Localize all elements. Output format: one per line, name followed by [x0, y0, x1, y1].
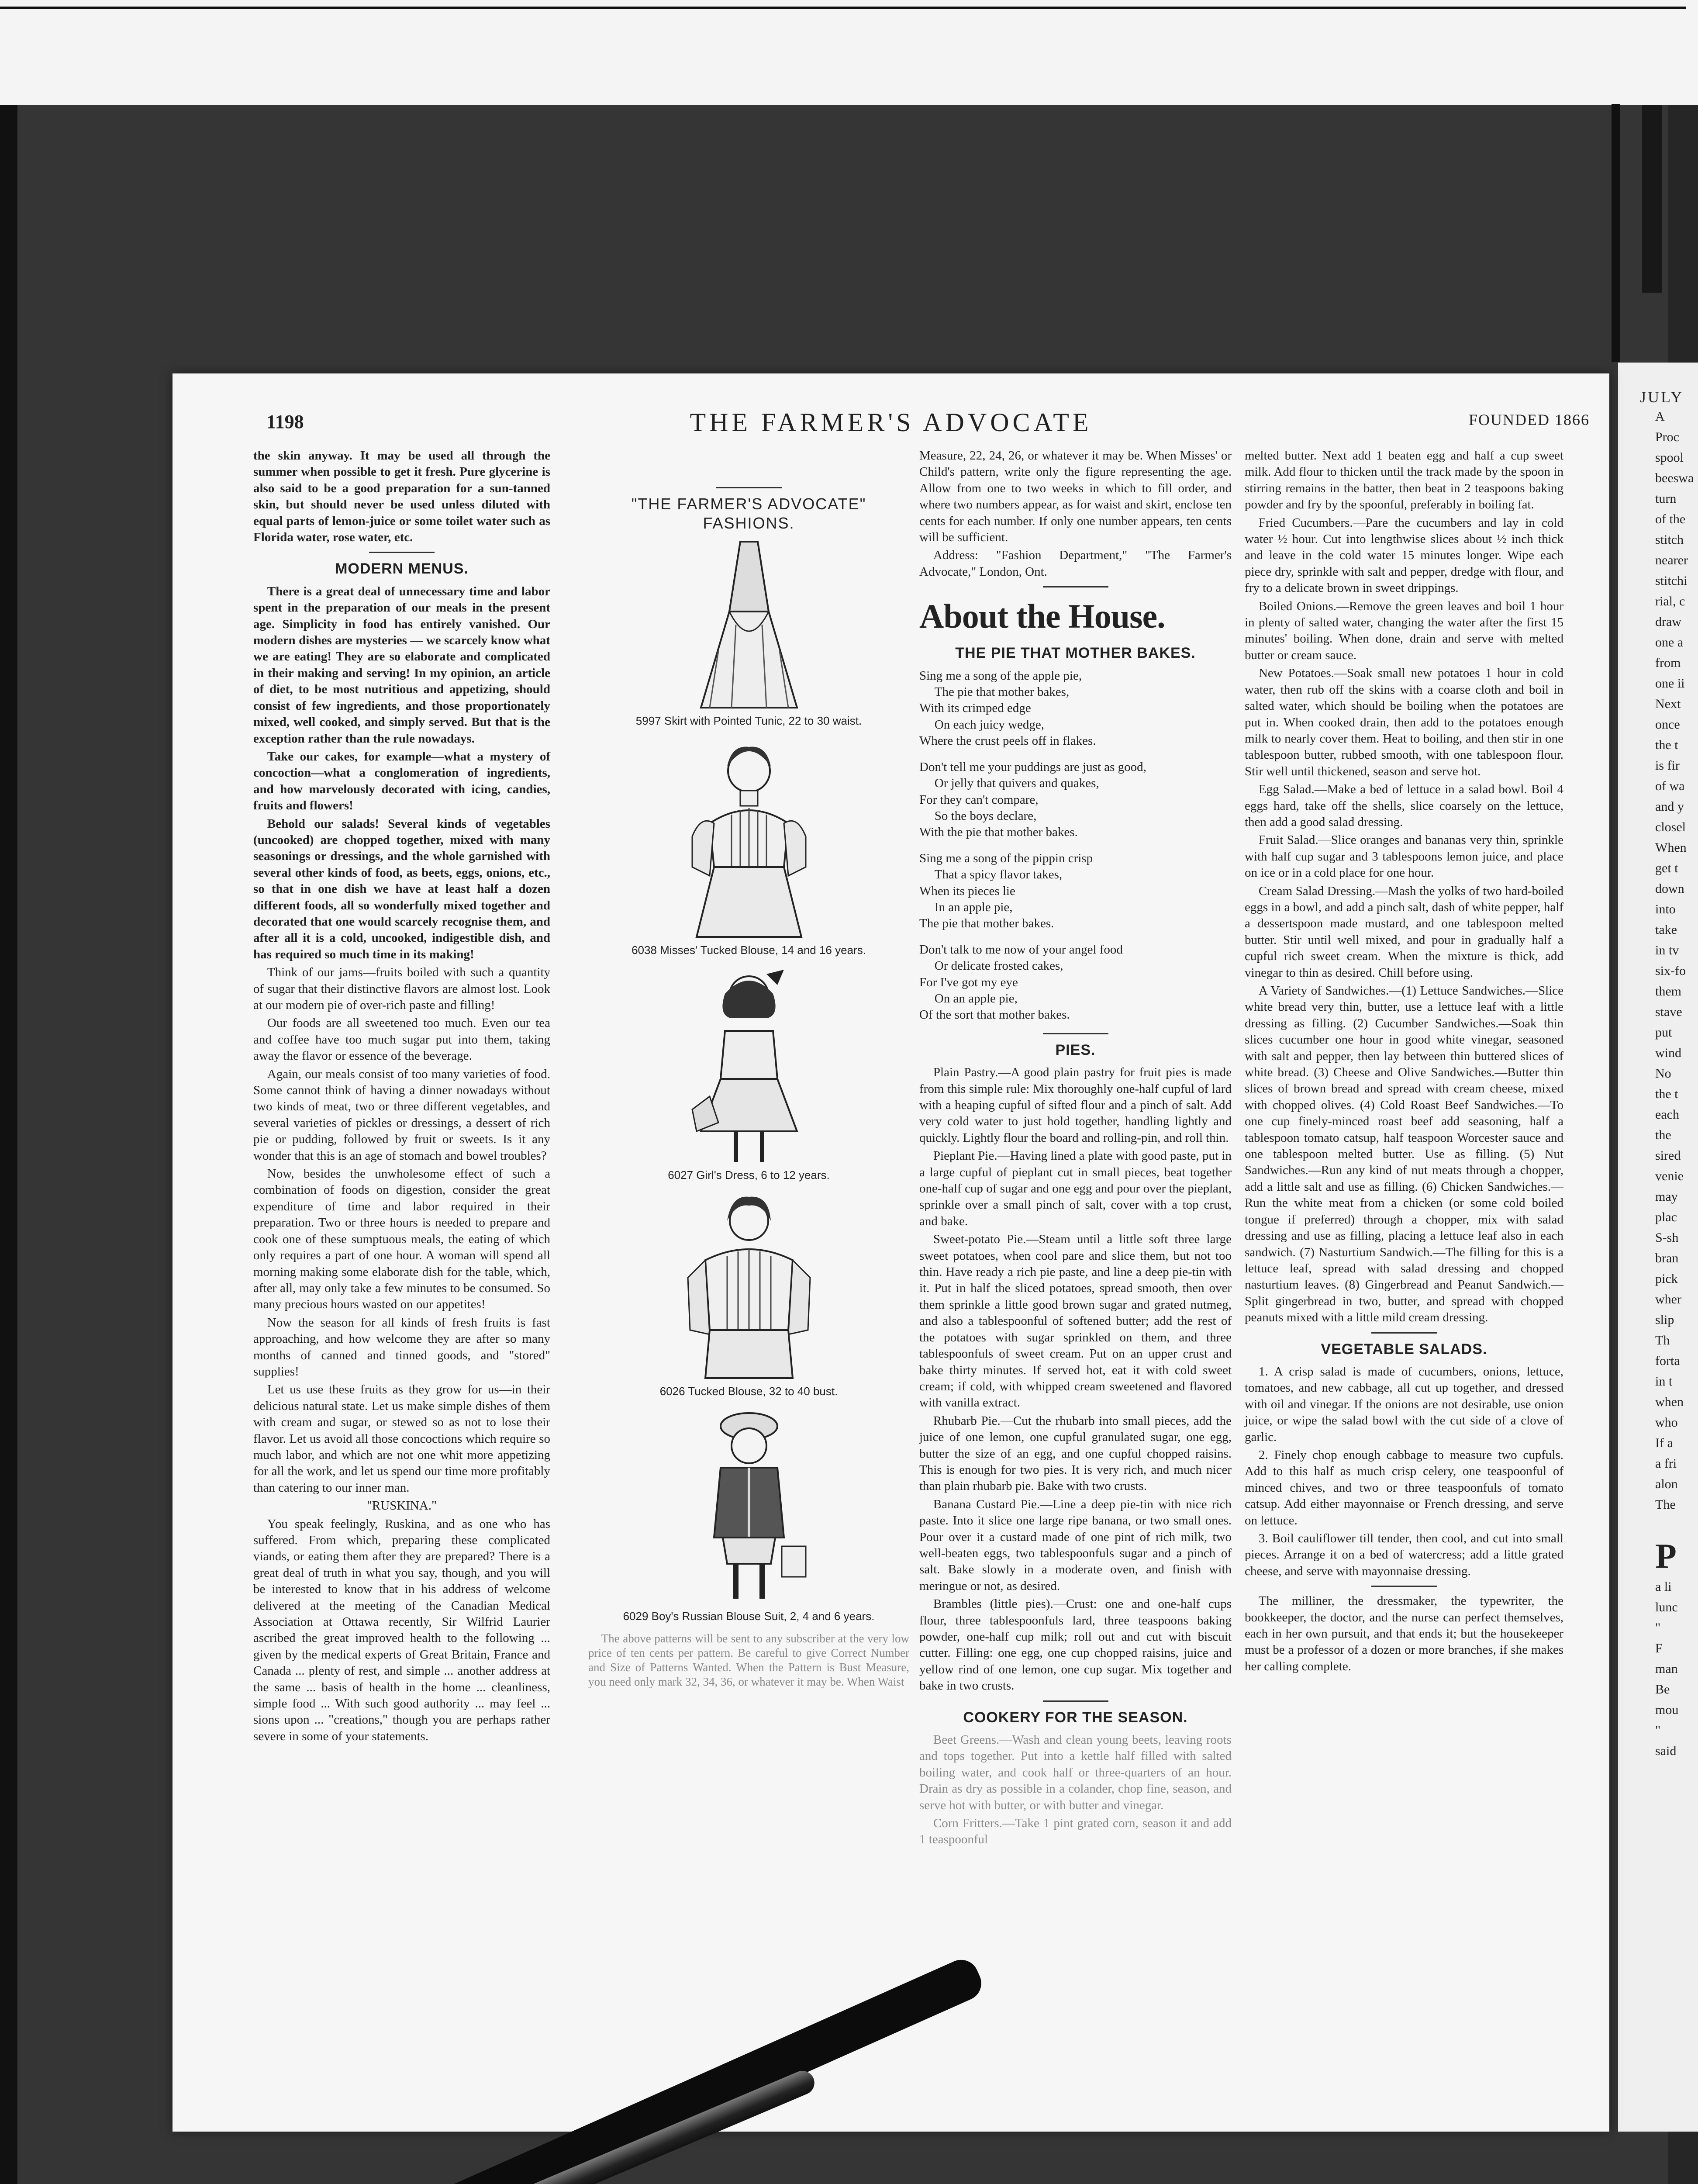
adjacent-page-line: F	[1655, 1641, 1663, 1655]
paragraph: Beet Greens.—Wash and clean young beets, leaving roots and tops together. Put into a kettle half filled with salted boiling water, and cook half or three-quarters of an hour. Drain as dry as possible in a colander, chop fine, season, and serve hot with butter, or with butter and vinegar.	[919, 1733, 1232, 1812]
scan-background-top	[0, 0, 1698, 105]
paragraph: Measure, 22, 24, 26, or whatever it may be. When Misses' or Child's pattern, write only the figure representing the age. Allow from one to two weeks in which to fill order, and where two numbers appear, as for waist and skirt, enclose ten cents for each number. If only one number appears, ten cents will be sufficient.	[919, 449, 1232, 545]
adjacent-page-line: "	[1655, 1621, 1661, 1635]
section-title-vegetable-salads: VEGETABLE SALADS.	[1321, 1341, 1487, 1358]
paragraph: Banana Custard Pie.—Line a deep pie-tin with nice rich paste. Into it slice one large ripe banana, or two small ones. Pour over it a custard made of one pint of rich milk, two well-beaten eggs, two tablespoonfuls sugar and a pinch of salt. Bake slowly in a moderate oven, and finish with meringue or not, as desired.	[919, 1497, 1232, 1593]
adjacent-page-line: Proc	[1655, 430, 1679, 444]
paragraph: Boiled Onions.—Remove the green leaves and boil 1 hour in plenty of salted water, changing the water after the first 15 minutes' boiling. When done, drain and serve with melted butter or cream sauce.	[1245, 599, 1563, 662]
poem-line: For I've got my eye	[919, 975, 1018, 989]
adjacent-page-line: into	[1655, 902, 1676, 916]
section-title-poem: THE PIE THAT MOTHER BAKES.	[955, 645, 1196, 662]
adjacent-page-line: stitch	[1655, 532, 1684, 547]
paragraph: Egg Salad.—Make a bed of lettuce in a salad bowl. Boil 4 eggs hard, take off the shells, slice coarsely on the lettuce, then add a good salad dressing.	[1245, 782, 1563, 829]
paragraph: Now, besides the unwholesome effect of such a combination of foods on digestion, consider the great expenditure of time and labor required in their preparation. Two or three hours is needed to prepare and cook one of these sumptuous meals, the eating of which only requires a part of one hour. A woman will spend all morning making some elaborate dish for the table, which, after all, may only take a few minutes to be consumed. So many precious hours wasted on our appetites!	[253, 1167, 550, 1312]
adjacent-page-line: No	[1655, 1066, 1671, 1081]
poem-stanza	[919, 759, 1232, 841]
adjacent-page-line: alon	[1655, 1477, 1678, 1491]
poem-line: With its crimped edge	[919, 701, 1031, 715]
scan-edge-left	[0, 105, 17, 2184]
adjacent-page-line: sired	[1655, 1148, 1681, 1163]
paragraph: Rhubarb Pie.—Cut the rhubarb into small pieces, add the juice of one lemon, one cupful granulated sugar, one egg, butter the size of an egg, and one cupful chopped raisins. This is enough for two pies. It is very rich, and much nicer than plain rhubarb pie. Bake with two crusts.	[919, 1413, 1232, 1493]
adjacent-page-initial: P	[1655, 1537, 1677, 1576]
adjacent-page-line: and y	[1655, 799, 1684, 814]
adjacent-page-line: in tv	[1655, 943, 1679, 957]
scan-edge-right-dark	[1642, 105, 1662, 293]
adjacent-page-line: take	[1655, 923, 1677, 937]
intro-text	[253, 448, 550, 546]
adjacent-page-line: stave	[1655, 1005, 1682, 1019]
figure-caption: 6029 Boy's Russian Blouse Suit, 2, 4 and 6 years.	[623, 1610, 875, 1623]
paragraph: Take our cakes, for example—what a mystery of concoction—what a conglomeration of ingredients, and how marvelously decorated with icing, candies, fruits and flowers!	[253, 749, 550, 813]
poem-line: Of the sort that mother bakes.	[919, 1008, 1070, 1022]
paragraph: 2. Finely chop enough cabbage to measure two cupfuls. Add to this half as much crisp celery, one teaspoonful of minced chives, and two or three teaspoonfuls of tomato catsup. Add either mayonnaise or French dressing, and serve on lettuce.	[1245, 1448, 1563, 1527]
poem-stanza	[919, 850, 1232, 932]
adjacent-page-line: in t	[1655, 1374, 1673, 1389]
paragraph: Let us use these fruits as they grow for us—in their delicious natural state. Let us make simple dishes of them with cream and sugar, or stewed so as not to lose their flavor. Let us avoid all those concoctions which require so much labor, and which are not one whit more appetizing for all the work, and let us spend our time more profitably than catering to our inner man.	[253, 1382, 550, 1495]
paragraph: Behold our salads! Several kinds of vegetables (uncooked) are chopped together, mixed with many seasonings or dressings, and the whole garnished with several other kinds of food, as beets, eggs, onions, etc., so that in one dish we have at least half a dozen different foods, all so wonderfully mixed together and decorated that one would scarcely recognise them, and after all it is a cold, uncooked, indigestible dish, and has required so much time in its making!	[253, 816, 550, 961]
adjacent-page-line: wind	[1655, 1046, 1681, 1060]
boys-suit-illustration	[683, 1406, 814, 1607]
pattern-notice: The above patterns will be sent to any subscriber at the very low price of ten cents per pattern. Be careful to give Correct Number and Size of Patterns Wanted. When the Pattern is Bust Measure, you need only mark 32, 34, 36, or whatever it may be. When Waist	[588, 1632, 909, 1688]
paragraph: You speak feelingly, Ruskina, and as one who has suffered. From which, preparing these complicated viands, or eating them after they are prepared? There is a great deal of truth in what you say, though, and you will be interested to know that in his address of welcome delivered at the meeting of the Canadian Medical Association at Ottawa recently, Sir Wilfrid Laurier ascribed the great improved health to the following ... given by the medical experts of Great Britain, France and Canada ... plenty of rest, and simple ... another address at the same ... basis of health in the home ... cleanliness, simple food ... With such good authority ... may feel ... sions upon ... "creations," though you are perhaps rather severe in some of your statements.	[253, 1517, 550, 1743]
poem-line: On an apple pie,	[934, 991, 1018, 1006]
figure-caption: 6038 Misses' Tucked Blouse, 14 and 16 years.	[632, 943, 866, 957]
adjacent-page-line: them	[1655, 984, 1681, 999]
column-3	[919, 448, 1232, 1850]
adjacent-page-line: rial, c	[1655, 594, 1685, 608]
adjacent-page-line: stitchi	[1655, 574, 1688, 588]
adjacent-page-line: draw	[1655, 615, 1681, 629]
adjacent-page-line: get t	[1655, 861, 1678, 875]
paragraph: A Variety of Sandwiches.—(1) Lettuce Sandwiches.—Slice white bread very thin, butter, use a lettuce leaf with a little dressing as filling. (2) Cucumber Sandwiches.—Soak thin slices cucumber one hour in good white vinegar, seasoned with salt and pepper, then lay between thin buttered slices of white bread. (3) Cheese and Olive Sandwiches.—Butter thin slices of brown bread and spread with cream cheese, mixed with chopped olives. (4) Cold Roast Beef Sandwiches.—To one cup finely-minced roast beef add seasoning, half a tablespoon tomato catsup, half teaspoon Worcester sauce and one tablespoon melted butter. Use as filling. (5) Nut Sandwiches.—Run any kind of nut meats through a chopper, add a little salt and use as filling. (6) Chicken Sandwiches.—Run the white meat from a chicken (or some cold boiled tongue if preferred) through a chopper, mix with salad dressing and use as filling, placing a lettuce leaf also in each sandwich. (7) Nasturtium Sandwich.—The filling for this is a lettuce leaf, spread with salad dressing and chopped nasturtium leaves. (8) Gingerbread and Peanut Sandwich.—Split gingerbread in two, butter, and spread with chopped peanuts mixed with a little mild cream dressing.	[1245, 984, 1563, 1325]
poem-line: Or jelly that quivers and quakes,	[934, 776, 1099, 791]
adjacent-page-line: nearer	[1655, 553, 1688, 567]
paragraph: Again, our meals consist of too many varieties of food. Some cannot think of having a dinner nowadays without two kinds of meat, two or three different vegetables, and several varieties of pickles or dressings, a dessert of rich pie or pudding, followed by fruit or sweets. Is it any wonder that this is an age of stomach and bowel troubles?	[253, 1067, 550, 1163]
adjacent-page-line: forta	[1655, 1354, 1680, 1368]
paragraph: Our foods are all sweetened too much. Even our tea and coffee have too much sugar put into them, taking away the flavor or essence of the beverage.	[253, 1016, 550, 1063]
adjacent-page-lines	[1618, 406, 1698, 1761]
divider	[1371, 1586, 1437, 1587]
paragraph: There is a great deal of unnecessary time and labor spent in the preparation of our meals in the present age. Simplicity in food has entirely vanished. Our modern dishes are mysteries — we scarcely know what we are eating! They are so elaborate and complicated in their making and serving! In my opinion, an article of diet, to be most nutritious and appetizing, should consist of few ingredients, and those proportionately mixed, well cooked, and simply served. But that is the exception rather than the rule nowadays.	[253, 584, 550, 746]
paragraph: Plain Pastry.—A good plain pastry for fruit pies is made from this simple rule: Mix thoroughly one-half cupful of lard with a heaping cupful of sifted flour and a pinch of salt. Add very cold water to just hold together, handling lightly and quickly. Lightly flour the board and rolling-pin, and roll thin.	[919, 1065, 1232, 1145]
fashion-figure-skirt	[692, 537, 806, 712]
adjacent-page-line: who	[1655, 1415, 1678, 1430]
fashion-figure-boys-suit	[683, 1406, 814, 1607]
adjacent-page-line: when	[1655, 1395, 1684, 1409]
paragraph: Corn Fritters.—Take 1 pint grated corn, season it and add 1 teaspoonful	[919, 1816, 1232, 1847]
about-the-house-heading: About the House.	[919, 597, 1165, 636]
girls-dress-illustration	[683, 965, 814, 1166]
paragraph: New Potatoes.—Soak small new potatoes 1 hour in cold water, then rub off the skins with a coarse cloth and boil in salted water, which should be boiling when the potatoes are put in. When cooked drain, then add to the potatoes enough milk to nearly cover them. Heat to boiling, and then stir in one tablespoon butter, rubbed smooth, with one tablespoon flour. Stir well until thickened, season and serve hot.	[1245, 666, 1563, 778]
adjacent-page-line: of the	[1655, 512, 1686, 526]
poem-line: The pie that mother bakes,	[934, 685, 1070, 699]
poem-line: That a spicy flavor takes,	[934, 867, 1063, 882]
paragraph: Brambles (little pies).—Crust: one and one-half cups flour, three tablespoonfuls lard, three teaspoons baking powder, one-half cup milk; roll out and cut with biscuit cutter. Filling: one egg, one cup chopped raisins, juice and yellow rind of one lemon, one cup sugar. Mix together and bake in two crusts.	[919, 1597, 1232, 1693]
modern-menus-text	[253, 584, 550, 963]
adjacent-page-line: one ii	[1655, 676, 1685, 691]
section-title-pies: PIES.	[1055, 1041, 1096, 1058]
poem-line: Or delicate frosted cakes,	[934, 959, 1063, 973]
adjacent-page-line: down	[1655, 881, 1684, 896]
poem-line: For they can't compare,	[919, 792, 1039, 807]
paragraph: Cream Salad Dressing.—Mash the yolks of two hard-boiled eggs in a bowl, and add a pinch salt, dash of white pepper, half a dessertspoon made mustard, and one tablespoon melted butter. Stir until well mixed, and pour in gradually half a cupful rich sweet cream. When the mixture is thick, add vinegar to thin as desired. Chill before using.	[1245, 884, 1563, 980]
divider	[1043, 1033, 1108, 1034]
poem-stanza	[919, 942, 1232, 1023]
adjacent-page-line: bran	[1655, 1251, 1679, 1265]
blouse-illustration	[683, 736, 814, 941]
paragraph: Fruit Salad.—Slice oranges and bananas very thin, sprinkle with half cup sugar and 3 tablespoons lemon juice, and place on ice or in a cold place for one hour.	[1245, 833, 1563, 880]
section-title-modern-menus: MODERN MENUS.	[335, 560, 469, 577]
section-title-cookery: COOKERY FOR THE SEASON.	[963, 1709, 1188, 1726]
adjacent-page-line: once	[1655, 717, 1680, 732]
page-number: 1198	[266, 411, 304, 432]
adjacent-page-line: "	[1655, 1723, 1661, 1738]
adjacent-page-line: Be	[1655, 1682, 1670, 1697]
adjacent-page-line: six-fo	[1655, 964, 1686, 978]
scan-edge-line	[0, 7, 1686, 9]
adjacent-page-line: said	[1655, 1744, 1677, 1758]
adjacent-page-line: Th	[1655, 1333, 1670, 1348]
poem-line: When its pieces lie	[919, 884, 1015, 898]
poem-line: The pie that mother bakes.	[919, 916, 1054, 931]
column-1	[253, 448, 550, 1746]
fashion-figure-girls-dress	[683, 965, 814, 1166]
divider	[716, 487, 782, 488]
adjacent-page-line: venie	[1655, 1169, 1684, 1183]
adjacent-page-line: a li	[1655, 1579, 1672, 1594]
address: Address: "Fashion Department," "The Farmer's Advocate," London, Ont.	[919, 548, 1232, 579]
adjacent-page-line: mou	[1655, 1703, 1679, 1717]
adjacent-page-line: turn	[1655, 491, 1677, 506]
newspaper-page	[173, 373, 1609, 2132]
poem	[919, 668, 1232, 1023]
adjacent-page-line: pick	[1655, 1272, 1678, 1286]
divider	[369, 552, 435, 553]
adjacent-page-header: JULY	[1640, 388, 1684, 406]
paragraph: the skin anyway. It may be used all through the summer when possible to get it fresh. Pure glycerine is also said to be a good preparation for a sun-tanned skin, but should never be used unless diluted with equal parts of lemon-juice or some toilet water such as Florida water, rose water, etc.	[253, 449, 550, 545]
adjacent-page-line: lunc	[1655, 1600, 1678, 1614]
paragraph: Fried Cucumbers.—Pare the cucumbers and lay in cold water ½ hour. Cut into lengthwise slices about ½ inch thick and leave in the cold water 15 minutes longer. Wipe each piece dry, sprinkle with salt and pepper, dredge with flour, and fry to a delicate brown in sweet drippings.	[1245, 515, 1563, 595]
poem-line: Don't talk to me now of your angel food	[919, 942, 1123, 957]
adjacent-page-line: man	[1655, 1662, 1678, 1676]
poem-stanza	[919, 668, 1232, 750]
paragraph: Pieplant Pie.—Having lined a plate with good paste, put in a large cupful of pieplant cut in small pieces, beat together one-half cup of sugar and one egg and pour over the pieplant, sprinkle over a small pinch of salt, cover with a top crust, and bake.	[919, 1149, 1232, 1228]
tucked-blouse-illustration	[683, 1190, 814, 1382]
poem-line: In an apple pie,	[934, 900, 1013, 914]
adjacent-page-line: If a	[1655, 1436, 1673, 1450]
adjacent-page	[1618, 363, 1698, 2132]
adjacent-page-line: The	[1655, 1497, 1676, 1512]
adjacent-page-line: the t	[1655, 1087, 1678, 1101]
adjacent-page-line: closel	[1655, 820, 1686, 834]
divider	[1043, 1700, 1108, 1702]
fashion-figure-misses-blouse	[683, 736, 814, 941]
column-4	[1245, 448, 1563, 1676]
adjacent-page-line: Next	[1655, 697, 1681, 711]
paragraph: melted butter. Next add 1 beaten egg and half a cup sweet milk. Add flour to thicken until the track made by the spoon in stirring remains in the batter, then beat in 2 teaspoons baking powder and fry by the spoonful, preferably in boiling fat.	[1245, 449, 1563, 512]
poem-line: Don't tell me your puddings are just as good,	[919, 760, 1146, 774]
adjacent-page-line: A	[1655, 409, 1665, 424]
masthead: THE FARMER'S ADVOCATE	[690, 408, 1092, 437]
paragraph: Now the season for all kinds of fresh fruits is fast approaching, and how welcome they are after so many months of canned and tinned goods, and "stored" supplies!	[253, 1315, 550, 1379]
adjacent-page-line: slip	[1655, 1313, 1674, 1327]
adjacent-page-line: is fir	[1655, 758, 1680, 773]
paragraph: Sweet-potato Pie.—Steam until a little soft three large sweet potatoes, when cool pare and slice them, but not too thin. Have ready a rich pie paste, and line a deep pie-tin with it. Put in half the sliced potatoes, spread smooth, then over them sprinkle a little good brown sugar and grated nutmeg, and also a tablespoonful of softened butter; add the rest of the potatoes with sugar sprinkled on them, and three tablespoonfuls of sweet cream. Put on an upper crust and bake thirty minutes. If served hot, eat it with cold sweet cream; if cold, with whipped cream sweetened and flavored with vanilla extract.	[919, 1232, 1232, 1410]
figure-caption: 6026 Tucked Blouse, 32 to 40 bust.	[659, 1385, 838, 1398]
adjacent-page-line: a fri	[1655, 1456, 1677, 1471]
poem-line: Sing me a song of the apple pie,	[919, 668, 1082, 683]
figure-caption: 5997 Skirt with Pointed Tunic, 22 to 30 waist.	[635, 714, 862, 727]
poem-line: So the boys declare,	[934, 809, 1037, 823]
paragraph: 1. A crisp salad is made of cucumbers, onions, lettuce, tomatoes, and new cabbage, all cut up together, and dressed with oil and vinegar. If the onions are not desirable, use onion juice, or wipe the salad bowl with the cut side of a clove of garlic.	[1245, 1364, 1563, 1444]
poem-line: Where the crust peels off in flakes.	[919, 734, 1096, 748]
page-header	[173, 404, 1609, 437]
adjacent-page-line: When	[1655, 840, 1687, 855]
paragraph: 3. Boil cauliflower till tender, then cool, and cut into small pieces. Arrange it on a bed of watercress; add a little grated cheese, and serve with mayonnaise dressing.	[1245, 1531, 1563, 1578]
adjacent-page-line: from	[1655, 656, 1681, 670]
fashion-figure-tucked-blouse	[683, 1190, 814, 1382]
adjacent-page-line: wher	[1655, 1292, 1681, 1306]
adjacent-page-line: of wa	[1655, 779, 1685, 793]
divider	[1371, 1332, 1437, 1334]
poem-line: Sing me a song of the pippin crisp	[919, 851, 1093, 865]
adjacent-page-line: the t	[1655, 738, 1678, 752]
divider	[1043, 586, 1108, 587]
adjacent-page-line: S-sh	[1655, 1230, 1679, 1245]
poem-line: With the pie that mother bakes.	[919, 825, 1078, 840]
adjacent-page-line: plac	[1655, 1210, 1677, 1224]
adjacent-page-line: put	[1655, 1025, 1672, 1040]
column-2	[588, 448, 909, 1691]
adjacent-page-line: one a	[1655, 635, 1684, 650]
adjacent-page-line: the	[1655, 1128, 1671, 1142]
adjacent-page-line: may	[1655, 1189, 1678, 1204]
scan-edge-right	[1612, 104, 1620, 362]
paragraph: Think of our jams—fruits boiled with such a quantity of sugar that their distinctive flavors are almost lost. Look at our modern pie of over-rich paste and filling!	[253, 965, 550, 1012]
founded-label: FOUNDED 1866	[1468, 411, 1590, 429]
skirt-illustration	[692, 537, 806, 712]
adjacent-page-line: each	[1655, 1107, 1679, 1122]
fashions-heading: "THE FARMER'S ADVOCATE" FASHIONS.	[631, 495, 866, 532]
figure-caption: 6027 Girl's Dress, 6 to 12 years.	[668, 1168, 830, 1182]
paragraph: The milliner, the dressmaker, the typewriter, the bookkeeper, the doctor, and the nurse can perfect themselves, each in her own pursuit, and that ends it; but the housekeeper must be a professor of a dozen or more branches, if she makes her calling complete.	[1245, 1594, 1563, 1673]
signature: "RUSKINA."	[367, 1499, 437, 1513]
adjacent-page-line: beeswa	[1655, 471, 1694, 485]
adjacent-page-line: spool	[1655, 450, 1684, 465]
poem-line: On each juicy wedge,	[934, 717, 1045, 732]
